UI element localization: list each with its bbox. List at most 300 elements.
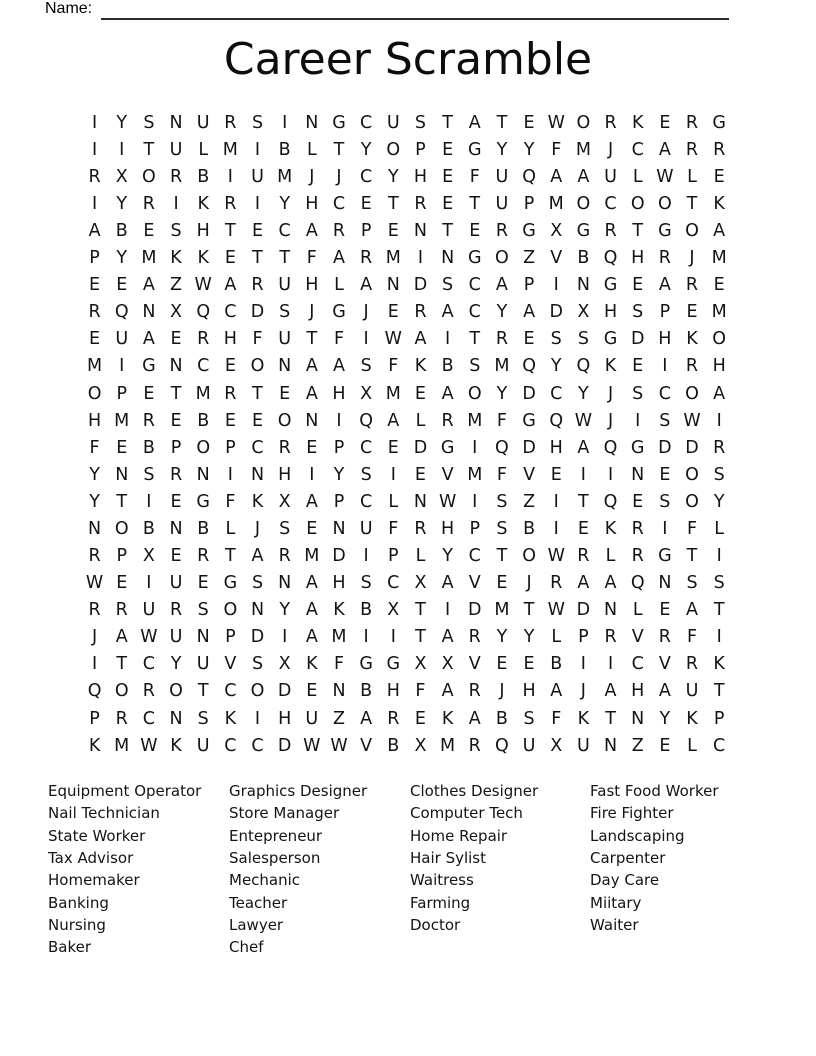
grid-letter: I — [309, 464, 315, 485]
word-list-item: Fast Food Worker — [590, 782, 719, 800]
word-list-item: Nursing — [48, 916, 106, 935]
grid-letter: P — [388, 546, 399, 567]
grid-letter: R — [713, 139, 726, 160]
grid-letter: F — [551, 708, 562, 729]
word-list-item: Doctor — [410, 916, 461, 935]
grid-letter: U — [576, 735, 590, 756]
grid-letter: G — [359, 654, 373, 675]
grid-letter: G — [603, 329, 618, 350]
grid-letter: U — [196, 112, 210, 133]
grid-letter: M — [494, 356, 510, 377]
grid-letter: I — [146, 491, 152, 512]
grid-letter: R — [142, 681, 155, 702]
grid-letter: R — [685, 275, 699, 296]
grid-letter: P — [659, 302, 671, 323]
grid-letter: I — [607, 464, 614, 485]
word-list-item: Chef — [229, 938, 264, 957]
word-list-item: Carpenter — [590, 849, 666, 868]
grid-letter: N — [169, 708, 183, 729]
grid-letter: S — [143, 112, 155, 133]
grid-letter: O — [142, 166, 156, 187]
grid-letter: X — [142, 546, 155, 567]
grid-letter: X — [387, 600, 400, 621]
grid-letter: K — [713, 194, 725, 215]
grid-letter: R — [577, 546, 590, 567]
grid-letter: Q — [495, 437, 509, 458]
grid-letter: H — [278, 708, 292, 729]
grid-letter: S — [632, 302, 644, 323]
grid-letter: Y — [387, 166, 399, 187]
grid-letter: R — [713, 437, 726, 458]
grid-letter: P — [469, 518, 481, 539]
grid-letter: U — [495, 166, 509, 187]
grid-letter: H — [522, 681, 536, 702]
word-list-item: Fire Fighter — [590, 804, 674, 823]
grid-letter: I — [91, 194, 98, 215]
grid-letter: E — [632, 356, 644, 377]
word-list-item: Hair Sylist — [410, 849, 487, 868]
grid-letter: K — [333, 600, 345, 621]
grid-letter: K — [251, 491, 264, 512]
grid-letter: A — [142, 275, 155, 296]
grid-letter: U — [604, 166, 617, 187]
grid-letter: J — [91, 627, 98, 648]
grid-letter: E — [387, 437, 399, 458]
grid-letter: E — [659, 735, 671, 756]
page-title: Career Scramble — [223, 34, 593, 85]
grid-letter: F — [496, 464, 507, 485]
grid-letter: I — [91, 112, 98, 133]
grid-letter: R — [387, 708, 400, 729]
word-list-item: Graphics Designer — [229, 782, 368, 800]
grid-letter: T — [415, 627, 426, 648]
grid-letter: H — [549, 437, 563, 458]
grid-letter: S — [197, 600, 209, 621]
grid-letter: R — [414, 302, 427, 323]
grid-letter: Y — [659, 708, 671, 729]
grid-letter: M — [331, 627, 347, 648]
grid-letter: B — [577, 248, 590, 269]
grid-letter: F — [551, 139, 562, 160]
grid-letter: X — [550, 735, 563, 756]
word-list-item: Store Manager — [229, 804, 340, 823]
grid-letter: J — [363, 302, 369, 323]
grid-letter: H — [413, 166, 428, 187]
grid-letter: Q — [603, 437, 618, 458]
word-list-item: Clothes Designer — [410, 782, 539, 800]
grid-letter: R — [685, 356, 699, 377]
grid-letter: I — [254, 139, 261, 160]
grid-letter: D — [685, 437, 699, 458]
grid-letter: T — [252, 383, 263, 404]
grid-letter: O — [87, 383, 102, 404]
grid-letter: Y — [279, 194, 291, 215]
grid-letter: U — [495, 194, 509, 215]
grid-letter: B — [441, 356, 454, 377]
grid-letter: I — [173, 194, 179, 215]
grid-letter: N — [278, 356, 292, 377]
grid-letter: L — [714, 518, 725, 539]
grid-letter: H — [332, 383, 346, 404]
grid-letter: H — [305, 194, 319, 215]
grid-letter: S — [496, 518, 508, 539]
grid-letter: M — [467, 464, 483, 485]
grid-letter: M — [141, 248, 157, 269]
grid-letter: I — [227, 464, 233, 485]
grid-letter: V — [523, 464, 536, 485]
grid-letter: I — [445, 600, 451, 621]
grid-letter: E — [116, 437, 128, 458]
grid-letter: S — [170, 221, 182, 242]
grid-letter: F — [333, 654, 345, 675]
grid-letter: I — [282, 112, 288, 133]
grid-letter: F — [252, 329, 263, 350]
grid-letter: T — [578, 491, 589, 512]
word-list-item: Miitary — [590, 893, 642, 912]
grid-letter: W — [330, 735, 348, 756]
grid-letter: S — [659, 491, 671, 512]
grid-letter: B — [360, 600, 373, 621]
grid-letter: X — [278, 654, 291, 675]
grid-letter: C — [360, 166, 373, 187]
grid-letter: Y — [523, 627, 535, 648]
grid-letter: K — [88, 735, 101, 756]
grid-letter: J — [607, 383, 614, 404]
grid-letter: B — [197, 166, 210, 187]
grid-letter: T — [469, 329, 481, 350]
grid-letter: M — [548, 194, 564, 215]
grid-letter: L — [687, 166, 697, 187]
grid-letter: I — [91, 654, 98, 675]
grid-letter: B — [197, 518, 210, 539]
name-label: Name: — [45, 0, 93, 17]
grid-letter: E — [387, 302, 399, 323]
grid-letter: Y — [116, 194, 128, 215]
grid-letter: I — [662, 518, 668, 539]
grid-letter: O — [712, 329, 727, 350]
grid-letter: U — [196, 654, 210, 675]
grid-letter: A — [604, 573, 617, 594]
word-list-column — [48, 780, 201, 959]
grid-letter: I — [580, 654, 586, 675]
grid-letter: P — [415, 139, 426, 160]
word-list-item: Entepreneur — [229, 826, 323, 845]
grid-letter: R — [631, 518, 644, 539]
grid-letter: N — [169, 356, 183, 377]
grid-letter: U — [522, 735, 536, 756]
grid-letter: R — [88, 166, 101, 187]
grid-letter: A — [387, 410, 400, 431]
grid-letter: U — [196, 735, 210, 756]
grid-letter: G — [467, 139, 482, 160]
grid-letter: S — [360, 464, 372, 485]
grid-letter: B — [142, 437, 155, 458]
grid-letter: K — [713, 654, 725, 675]
grid-letter: V — [631, 627, 644, 648]
grid-letter: F — [388, 518, 399, 539]
grid-letter: W — [303, 735, 321, 756]
grid-letter: M — [467, 410, 483, 431]
grid-letter: X — [577, 302, 590, 323]
grid-letter: A — [468, 112, 481, 133]
grid-letter: H — [441, 518, 455, 539]
grid-letter: I — [146, 573, 152, 594]
grid-letter: N — [88, 518, 102, 539]
grid-letter: E — [496, 654, 508, 675]
grid-letter: E — [89, 329, 101, 350]
grid-letter: T — [713, 681, 725, 702]
word-list-item: Tax Advisor — [48, 849, 134, 868]
grid-letter: Y — [713, 491, 725, 512]
grid-letter: A — [604, 681, 617, 702]
grid-letter: U — [359, 518, 373, 539]
grid-letter: O — [576, 112, 591, 133]
grid-letter: I — [119, 356, 125, 377]
grid-letter: C — [278, 221, 291, 242]
grid-letter: E — [713, 166, 725, 187]
grid-letter: T — [116, 654, 128, 675]
grid-letter: R — [495, 329, 508, 350]
grid-letter: Y — [523, 139, 535, 160]
grid-letter: S — [279, 518, 291, 539]
grid-letter: E — [713, 275, 725, 296]
grid-letter: C — [142, 654, 155, 675]
grid-letter: E — [279, 383, 291, 404]
grid-letter: R — [604, 221, 617, 242]
grid-letter: N — [250, 600, 265, 621]
grid-letter: R — [251, 275, 264, 296]
grid-letter: D — [658, 437, 672, 458]
grid-letter: U — [115, 329, 129, 350]
word-list-item: State Worker — [48, 826, 146, 845]
grid-letter: X — [550, 221, 563, 242]
grid-letter: A — [305, 383, 318, 404]
grid-letter: I — [716, 546, 722, 567]
grid-letter: H — [631, 681, 645, 702]
grid-letter: L — [225, 518, 236, 539]
grid-letter: A — [550, 166, 563, 187]
grid-letter: M — [277, 166, 293, 187]
grid-letter: N — [142, 302, 156, 323]
grid-letter: X — [170, 302, 183, 323]
grid-letter: I — [227, 166, 233, 187]
grid-letter: X — [414, 735, 427, 756]
grid-letter: D — [468, 600, 482, 621]
grid-letter: E — [143, 221, 155, 242]
grid-letter: S — [686, 573, 698, 594]
grid-letter: I — [91, 139, 98, 160]
grid-letter: O — [522, 546, 536, 567]
grid-letter: A — [332, 248, 345, 269]
grid-letter: G — [223, 573, 238, 594]
grid-letter: S — [143, 464, 155, 485]
grid-letter: P — [523, 275, 535, 296]
grid-letter: K — [197, 248, 209, 269]
grid-letter: F — [388, 356, 399, 377]
grid-letter: R — [224, 112, 237, 133]
grid-letter: N — [604, 735, 618, 756]
grid-letter: W — [140, 735, 158, 756]
grid-letter: S — [577, 329, 589, 350]
grid-letter: E — [387, 221, 399, 242]
grid-letter: N — [169, 518, 183, 539]
grid-letter: O — [196, 437, 211, 458]
grid-letter: T — [442, 112, 453, 133]
grid-letter: R — [142, 410, 155, 431]
grid-letter: N — [196, 627, 210, 648]
name-blank-line — [101, 2, 729, 20]
grid-letter: X — [278, 491, 291, 512]
grid-letter: O — [685, 464, 699, 485]
grid-letter: A — [523, 302, 536, 323]
grid-letter: U — [386, 112, 400, 133]
grid-letter: B — [360, 681, 373, 702]
grid-letter: T — [170, 383, 182, 404]
grid-letter: Q — [114, 302, 129, 323]
grid-letter: A — [305, 627, 318, 648]
grid-letter: R — [197, 329, 210, 350]
grid-letter: Y — [550, 356, 562, 377]
grid-letter: O — [250, 681, 265, 702]
grid-letter: T — [686, 546, 698, 567]
grid-letter: E — [414, 464, 426, 485]
grid-letter: P — [523, 194, 535, 215]
grid-letter: K — [577, 708, 590, 729]
grid-letter: Z — [523, 248, 536, 269]
grid-letter: T — [225, 221, 236, 242]
grid-letter: F — [306, 248, 317, 269]
grid-letter: I — [254, 708, 261, 729]
grid-letter: E — [360, 194, 372, 215]
grid-letter: K — [686, 329, 698, 350]
grid-letter: U — [169, 139, 183, 160]
grid-letter: E — [251, 221, 264, 242]
grid-letter: J — [336, 166, 342, 187]
grid-letter: C — [468, 275, 481, 296]
grid-letter: R — [414, 194, 427, 215]
grid-letter: R — [685, 112, 699, 133]
grid-letter: N — [631, 708, 645, 729]
grid-letter: A — [713, 221, 726, 242]
grid-letter: Q — [549, 410, 564, 431]
grid-letter: Q — [576, 356, 591, 377]
grid-letter: I — [363, 329, 369, 350]
grid-letter: A — [577, 573, 590, 594]
grid-letter: E — [523, 654, 535, 675]
grid-letter: Y — [578, 383, 589, 404]
grid-letter: G — [603, 275, 618, 296]
grid-letter: G — [630, 437, 645, 458]
grid-letter: O — [114, 518, 129, 539]
grid-letter: I — [363, 546, 369, 567]
grid-letter: H — [87, 410, 102, 431]
word-list-item: Equipment Operator — [48, 782, 202, 800]
grid-letter: Y — [496, 139, 508, 160]
grid-letter: N — [332, 518, 346, 539]
grid-letter: L — [687, 735, 697, 756]
grid-letter: G — [196, 491, 210, 512]
grid-letter: E — [577, 518, 589, 539]
grid-letter: Z — [332, 708, 345, 729]
grid-letter: A — [305, 491, 318, 512]
grid-letter: R — [685, 139, 699, 160]
grid-letter: N — [386, 275, 400, 296]
grid-letter: S — [659, 410, 671, 431]
grid-letter: G — [332, 302, 346, 323]
grid-letter: Y — [496, 627, 508, 648]
grid-letter: R — [658, 627, 671, 648]
grid-letter: U — [169, 573, 183, 594]
grid-letter: R — [278, 437, 291, 458]
grid-letter: Y — [116, 248, 128, 269]
grid-letter: K — [604, 518, 617, 539]
grid-letter: E — [659, 464, 671, 485]
grid-letter: R — [142, 194, 155, 215]
grid-letter: C — [468, 546, 481, 567]
grid-letter: C — [251, 735, 264, 756]
grid-letter: K — [170, 735, 182, 756]
grid-letter: O — [277, 410, 292, 431]
grid-letter: S — [360, 356, 372, 377]
grid-letter: A — [658, 275, 671, 296]
grid-letter: I — [119, 139, 125, 160]
grid-letter: R — [169, 166, 183, 187]
grid-letter: O — [250, 356, 265, 377]
grid-letter: H — [603, 302, 618, 323]
grid-letter: W — [547, 112, 565, 133]
grid-letter: H — [278, 464, 292, 485]
grid-letter: X — [115, 166, 128, 187]
grid-letter: O — [169, 681, 183, 702]
grid-letter: W — [85, 573, 104, 594]
grid-letter: I — [254, 194, 261, 215]
grid-letter: C — [360, 112, 373, 133]
grid-letter: Z — [170, 275, 183, 296]
grid-letter: I — [553, 275, 559, 296]
grid-letter: K — [197, 194, 209, 215]
grid-letter: R — [332, 221, 346, 242]
grid-letter: E — [496, 573, 508, 594]
grid-letter: R — [468, 681, 481, 702]
grid-letter: R — [550, 573, 563, 594]
grid-letter: S — [442, 275, 454, 296]
grid-letter: H — [712, 356, 726, 377]
grid-letter: L — [415, 546, 426, 567]
grid-letter: A — [305, 356, 318, 377]
grid-letter: R — [197, 546, 210, 567]
grid-letter: V — [224, 654, 237, 675]
grid-letter: B — [550, 654, 563, 675]
grid-letter: G — [467, 248, 482, 269]
grid-letter: A — [577, 437, 590, 458]
grid-letter: A — [115, 627, 128, 648]
grid-letter: A — [305, 221, 318, 242]
grid-letter: S — [632, 383, 644, 404]
grid-letter: P — [333, 491, 345, 512]
grid-letter: T — [116, 491, 128, 512]
grid-letter: A — [686, 600, 698, 621]
grid-letter: P — [225, 627, 236, 648]
grid-letter: R — [169, 600, 183, 621]
grid-letter: D — [549, 302, 563, 323]
grid-letter: E — [170, 546, 182, 567]
grid-letter: S — [251, 573, 264, 594]
grid-letter: E — [550, 464, 562, 485]
grid-letter: R — [604, 112, 617, 133]
grid-letter: T — [713, 600, 725, 621]
grid-letter: M — [195, 383, 211, 404]
grid-letter: B — [387, 735, 400, 756]
